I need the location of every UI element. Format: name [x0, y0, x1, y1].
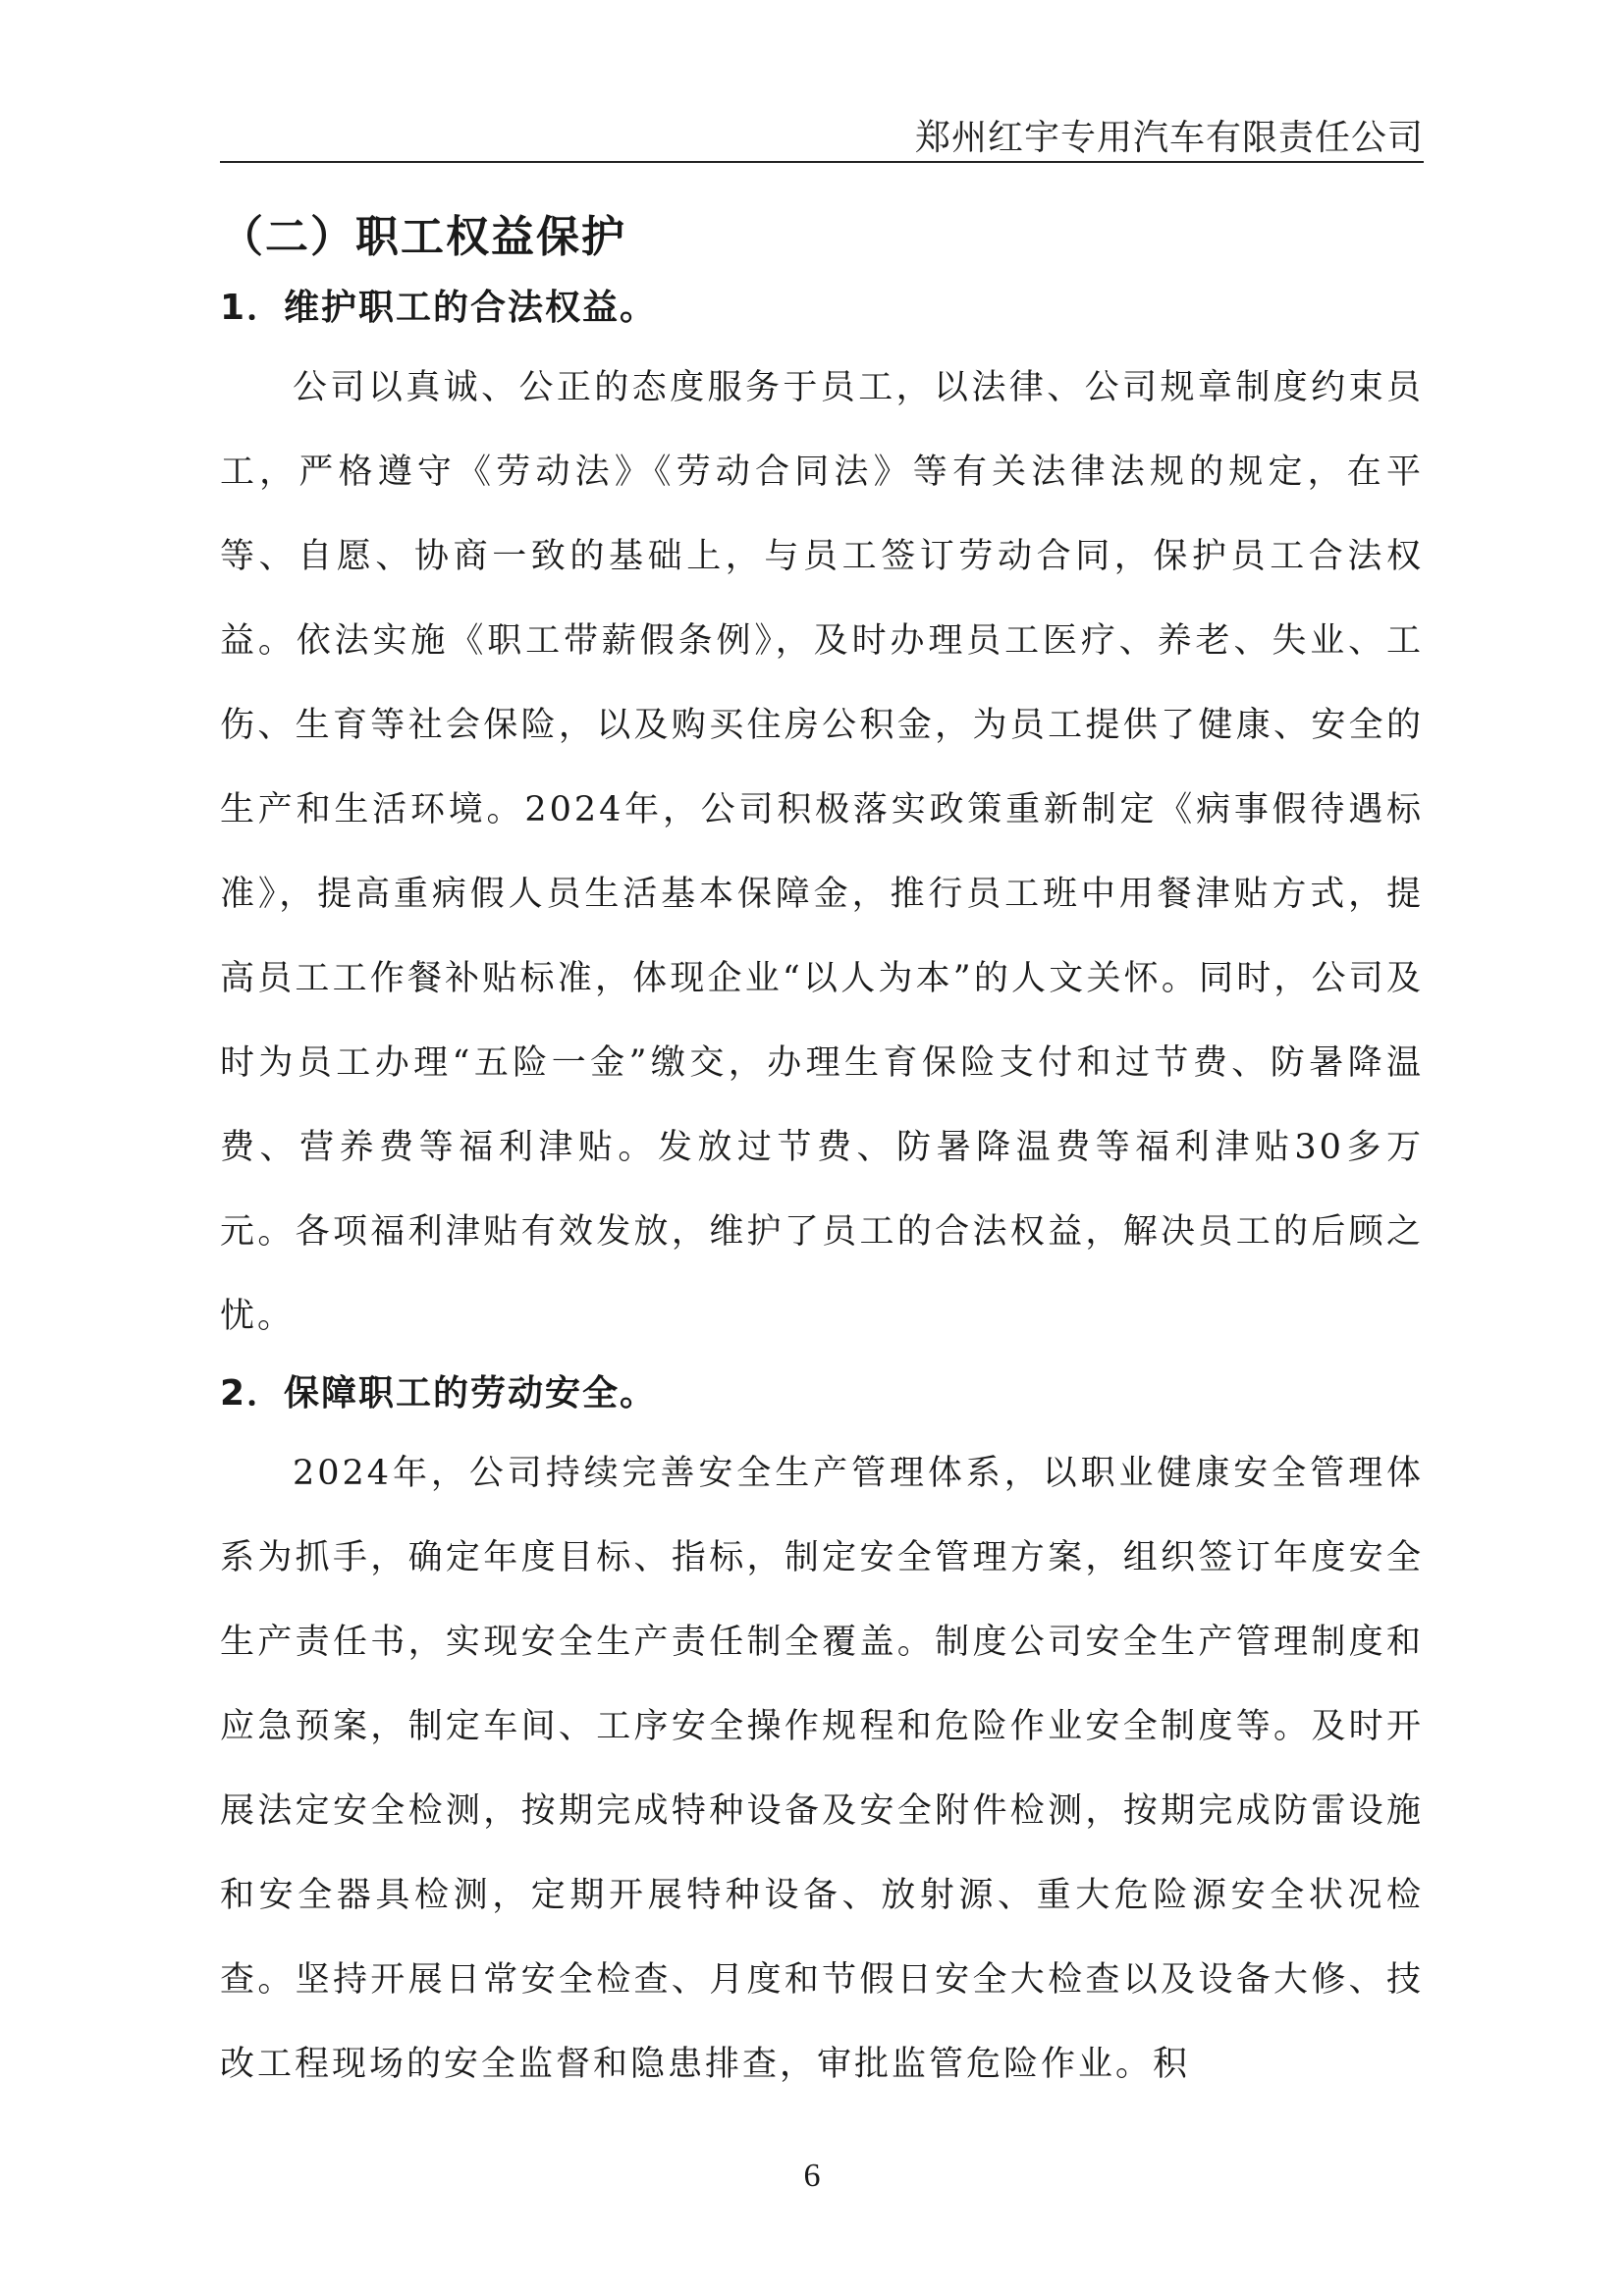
subsection-paragraph-2: 2024年，公司持续完善安全生产管理体系，以职业健康安全管理体系为抓手，确定年度目标、指标，制定安全管理方案，组织签订年度安全生产责任书，实现安全生产责任制全覆盖。制度公司安全生产管理制度和应急预案，制定车间、工序安全操作规程和危险作业安全制度等。及时开展法定安全检测，按期完成特种设备及安全附件检测，按期完成防雷设施和安全器具检测，定期开展特种设备、放射源、重大危险源安全状况检查。坚持开展日常安全检查、月度和节假日安全大检查以及设备大修、技改工程现场的安全监督和隐患排查，审批监管危险作业。积: [220, 1454, 1424, 2084]
section-title: （二）职工权益保护: [220, 212, 626, 262]
page-number: 6: [803, 2158, 821, 2194]
header-divider: [220, 161, 1424, 163]
subsection-paragraph-1: 公司以真诚、公正的态度服务于员工，以法律、公司规章制度约束员工，严格遵守《劳动法》《劳动合同法》等有关法律法规的规定，在平等、自愿、协商一致的基础上，与员工签订劳动合同，保护员工合法权益。依法实施《职工带薪假条例》，及时办理员工医疗、养老、失业、工伤、生育等社会保险，以及购买住房公积金，为员工提供了健康、安全的生产和生活环境。2024年，公司积极落实政策重新制定《病事假待遇标准》，提高重病假人员生活基本保障金，推行员工班中用餐津贴方式，提高员工工作餐补贴标准，体现企业“以人为本”的人文关怀。同时，公司及时为员工办理“五险一金”缴交，办理生育保险支付和过节费、防暑降温费、营养费等福利津贴。发放过节费、防暑降温费等福利津贴30多万元。各项福利津贴有效发放，维护了员工的合法权益，解决员工的后顾之忧。: [220, 368, 1424, 1336]
header-company-name: 郑州红宇专用汽车有限责任公司: [914, 118, 1424, 158]
document-body: [220, 202, 1424, 2107]
subsection-heading-1: 1．维护职工的合法权益。: [220, 288, 658, 328]
subsection-heading-2: 2．保障职工的劳动安全。: [220, 1373, 658, 1414]
